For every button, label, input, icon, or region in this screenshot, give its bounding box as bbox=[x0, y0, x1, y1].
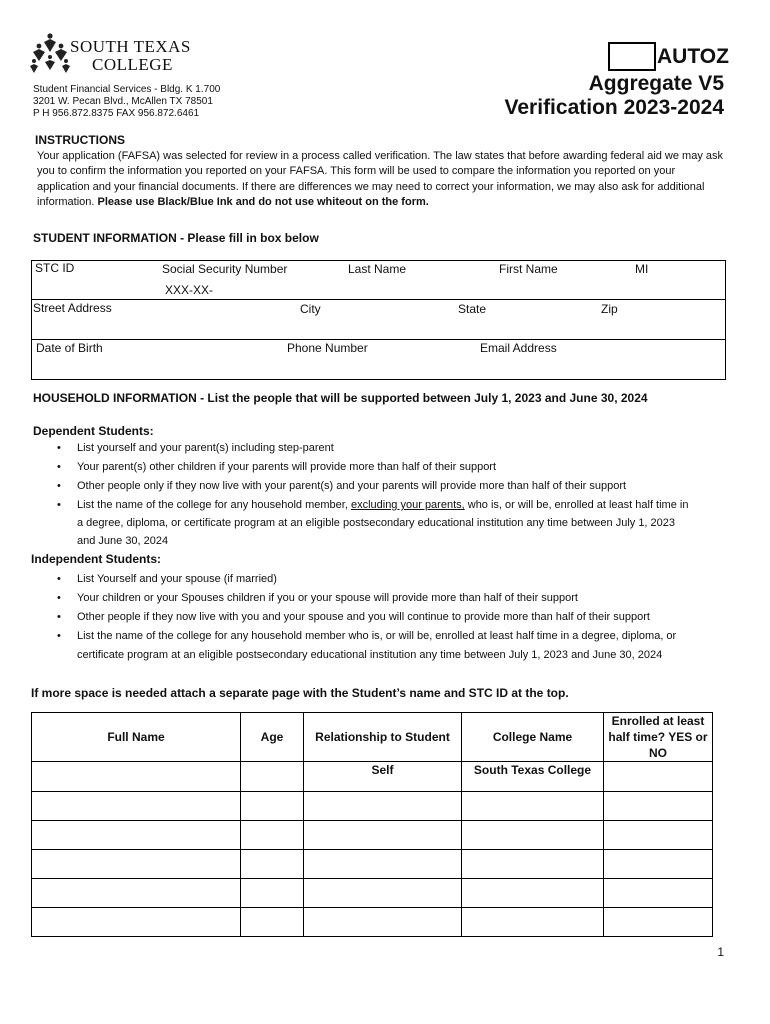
list-item: • List yourself and your parent(s) including step-parent bbox=[57, 442, 334, 454]
independent-list bbox=[57, 570, 737, 665]
ssn-field[interactable]: Social Security Number bbox=[162, 262, 288, 276]
list-item-text: Your children or your Spouses children if you or your spouse will provide more than half of their support bbox=[77, 592, 578, 604]
cell-full-name[interactable] bbox=[32, 850, 241, 879]
cell-enrolled[interactable] bbox=[604, 908, 713, 937]
cell-age[interactable] bbox=[241, 821, 304, 850]
divider bbox=[32, 339, 725, 340]
list-item-text: certificate program at an eligible postsecondary educational institution any time between July 1, 2023 and June 30, 2024 bbox=[77, 649, 663, 661]
col-header-full-name: Full Name bbox=[32, 713, 241, 762]
household-heading: HOUSEHOLD INFORMATION - List the people that will be supported between July 1, 2023 and June 30, 2024 bbox=[33, 391, 648, 405]
list-item-text: List Yourself and your spouse (if married) bbox=[77, 573, 277, 585]
address-line-3: P H 956.872.8375 FAX 956.872.6461 bbox=[33, 108, 200, 119]
cell-college[interactable] bbox=[462, 792, 604, 821]
cell-enrolled[interactable] bbox=[604, 821, 713, 850]
col-header-age: Age bbox=[241, 713, 304, 762]
table-row bbox=[32, 879, 713, 908]
student-info-box bbox=[31, 260, 726, 380]
cell-age[interactable] bbox=[241, 792, 304, 821]
cell-relationship[interactable] bbox=[304, 850, 462, 879]
space-note: If more space is needed attach a separate page with the Student’s name and STC ID at the top. bbox=[31, 686, 569, 700]
page-number: 1 bbox=[717, 945, 724, 959]
mi-field[interactable]: MI bbox=[635, 262, 649, 276]
code-entry-box[interactable] bbox=[608, 42, 656, 71]
col-header-college: College Name bbox=[462, 713, 604, 762]
list-item-continuation bbox=[77, 646, 737, 665]
logo-text-line2: COLLEGE bbox=[92, 55, 173, 74]
cell-college[interactable]: South Texas College bbox=[462, 762, 604, 792]
instructions-body bbox=[37, 149, 727, 210]
cell-age[interactable] bbox=[241, 879, 304, 908]
city-field[interactable]: City bbox=[300, 302, 321, 316]
list-item-continuation bbox=[77, 532, 737, 550]
cell-relationship[interactable] bbox=[304, 879, 462, 908]
list-item: • Your parent(s) other children if your parents will provide more than half of their support bbox=[57, 461, 497, 473]
list-item-text: List the name of the college for any household member who is, or will be, enrolled at least half time in a degree, diploma, or bbox=[77, 630, 677, 642]
instructions-heading: INSTRUCTIONS bbox=[35, 133, 125, 147]
list-item-text: and June 30, 2024 bbox=[77, 535, 169, 547]
list-item-text: a degree, diploma, or certificate program at an eligible postsecondary educational institution any time between July 1, 2023 bbox=[77, 517, 676, 529]
table-row bbox=[32, 762, 713, 792]
dob-field[interactable]: Date of Birth bbox=[36, 341, 103, 355]
cell-college[interactable] bbox=[462, 908, 604, 937]
form-title-2: Verification 2023-2024 bbox=[504, 96, 724, 119]
form-code: AUTOZ bbox=[657, 45, 729, 68]
cell-enrolled[interactable] bbox=[604, 879, 713, 908]
list-item-text: List yourself and your parent(s) including step-parent bbox=[77, 442, 334, 454]
list-item: • List Yourself and your spouse (if married) bbox=[57, 573, 277, 585]
dependent-list bbox=[57, 439, 737, 550]
table-row bbox=[32, 792, 713, 821]
list-item-text: Other people only if they now live with your parent(s) and your parents will provide more than half of their support bbox=[77, 480, 627, 492]
cell-full-name[interactable] bbox=[32, 879, 241, 908]
cell-enrolled[interactable] bbox=[604, 792, 713, 821]
list-item: • Other people if they now live with you and your spouse and you will continue to provide more than half of their support bbox=[57, 611, 650, 623]
list-item: • Other people only if they now live with your parent(s) and your parents will provide more than half of their support bbox=[57, 480, 627, 492]
ink-note: Please use Black/Blue Ink and do not use whiteout on the form. bbox=[97, 195, 429, 208]
street-address-field[interactable]: Street Address bbox=[33, 301, 112, 315]
logo-text-line1: SOUTH TEXAS bbox=[70, 37, 191, 56]
cell-relationship[interactable] bbox=[304, 792, 462, 821]
first-name-field[interactable]: First Name bbox=[499, 262, 558, 276]
cell-college[interactable] bbox=[462, 821, 604, 850]
emphasis-text: excluding your parents, bbox=[350, 499, 465, 511]
cell-enrolled[interactable] bbox=[604, 850, 713, 879]
cell-full-name[interactable] bbox=[32, 792, 241, 821]
cell-relationship[interactable]: Self bbox=[304, 762, 462, 792]
household-table bbox=[31, 712, 713, 937]
cell-full-name[interactable] bbox=[32, 762, 241, 792]
list-item-text: Other people if they now live with you and your spouse and you will continue to provide more than half of their support bbox=[77, 611, 650, 623]
independent-heading: Independent Students: bbox=[31, 552, 161, 566]
col-header-enrolled: Enrolled at least half time? YES or NO bbox=[604, 713, 713, 762]
address-line-1: Student Financial Services - Bldg. K 1.700 bbox=[33, 84, 221, 95]
cell-college[interactable] bbox=[462, 850, 604, 879]
form-title-1: Aggregate V5 bbox=[588, 72, 724, 95]
zip-field[interactable]: Zip bbox=[601, 302, 618, 316]
student-info-heading: STUDENT INFORMATION - Please fill in box below bbox=[33, 231, 319, 245]
cell-relationship[interactable] bbox=[304, 821, 462, 850]
list-item-continuation bbox=[77, 514, 737, 532]
cell-enrolled[interactable] bbox=[604, 762, 713, 792]
instructions-text: Your application (FAFSA) was selected for review in a process called verification. The law states that before awarding federal aid we may ask you to confirm the information you reported on your FAFSA. This form will be used to compare the information you reported on your application and your financial documents. If there are differences we may need to correct your information, we may also ask for additional information. bbox=[37, 150, 724, 208]
email-field[interactable]: Email Address bbox=[480, 341, 557, 355]
table-header-row bbox=[32, 713, 713, 762]
dependent-heading: Dependent Students: bbox=[33, 424, 154, 438]
stc-id-field[interactable]: STC ID bbox=[35, 261, 75, 275]
phone-field[interactable]: Phone Number bbox=[287, 341, 368, 355]
cell-college[interactable] bbox=[462, 879, 604, 908]
cell-age[interactable] bbox=[241, 762, 304, 792]
state-field[interactable]: State bbox=[458, 302, 487, 316]
col-header-relationship: Relationship to Student bbox=[304, 713, 462, 762]
cell-full-name[interactable] bbox=[32, 821, 241, 850]
table-row bbox=[32, 908, 713, 937]
list-item: • Your children or your Spouses children if you or your spouse will provide more than half of their support bbox=[57, 592, 578, 604]
cell-full-name[interactable] bbox=[32, 908, 241, 937]
list-item-text: who is, or will be, enrolled at least half time in bbox=[464, 499, 689, 511]
table-row bbox=[32, 850, 713, 879]
divider bbox=[32, 299, 725, 300]
list-item-text: List the name of the college for any household member, bbox=[77, 499, 351, 511]
table-row bbox=[32, 821, 713, 850]
list-item: • List the name of the college for any household member, excluding your parents, who is, or will be, enrolled at least half time in bbox=[57, 499, 689, 511]
cell-age[interactable] bbox=[241, 908, 304, 937]
address-line-2: 3201 W. Pecan Blvd., McAllen TX 78501 bbox=[33, 96, 213, 107]
ssn-prefix: XXX-XX- bbox=[165, 283, 214, 297]
list-item-text: Your parent(s) other children if your parents will provide more than half of their support bbox=[77, 461, 497, 473]
cell-age[interactable] bbox=[241, 850, 304, 879]
last-name-field[interactable]: Last Name bbox=[348, 262, 407, 276]
list-item: • List the name of the college for any household member who is, or will be, enrolled at least half time in a degree, diploma, or bbox=[57, 630, 677, 642]
cell-relationship[interactable] bbox=[304, 908, 462, 937]
college-logo bbox=[30, 32, 70, 76]
